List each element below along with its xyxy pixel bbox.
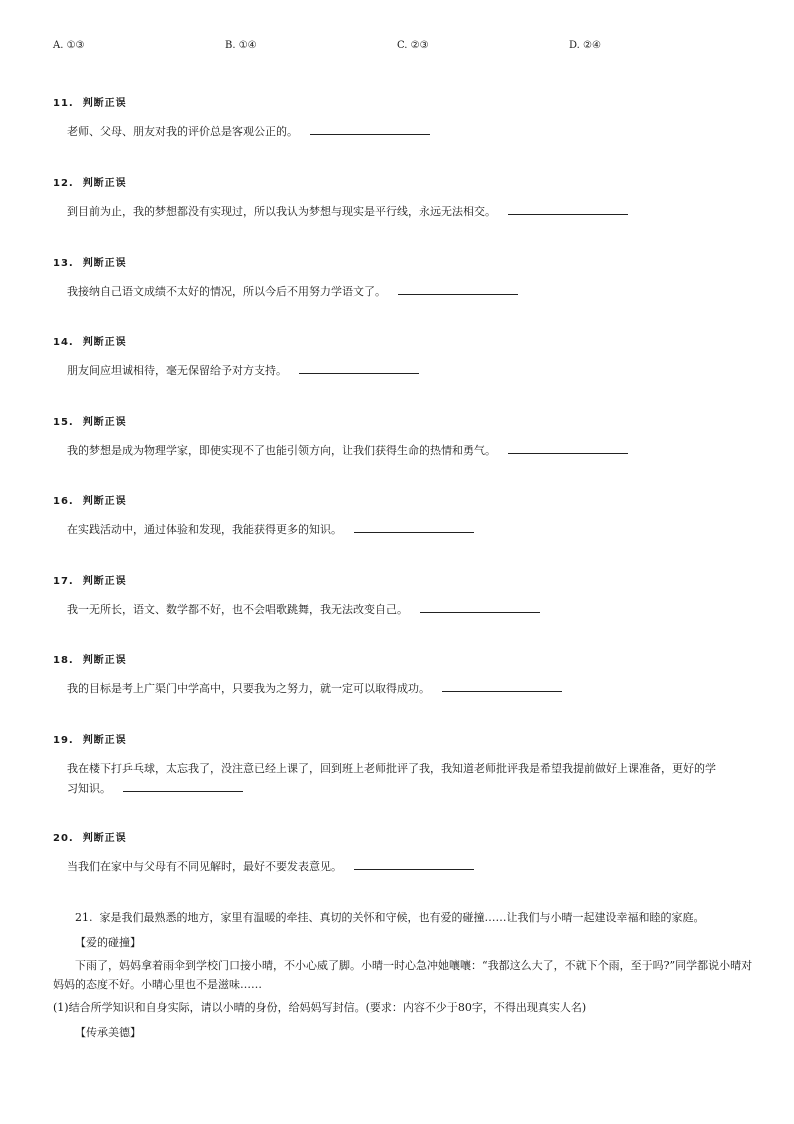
question-text (53, 122, 753, 142)
answer-blank[interactable] (420, 600, 540, 613)
answer-blank[interactable] (310, 122, 430, 135)
question-text (53, 520, 753, 540)
statement: 朋友间应坦诚相待，毫无保留给予对方支持。 (67, 364, 287, 377)
answer-blank[interactable] (398, 282, 518, 295)
question-text (53, 441, 753, 461)
option-a: A. ①③ (53, 40, 85, 51)
question-text (53, 759, 717, 799)
question-type: 判断正误 (82, 655, 127, 666)
sub-question-1: (1)结合所学知识和自身实际，请以小晴的身份，给妈妈写封信。(要求：内容不少于80字，不得出现真实人名) (53, 1001, 587, 1014)
question-18 (53, 653, 753, 699)
question-text (53, 202, 753, 222)
answer-blank[interactable] (299, 361, 419, 374)
question-number: 18. (53, 655, 74, 666)
question-20 (53, 831, 753, 877)
question-number: 19. (53, 735, 74, 746)
question-header (53, 574, 753, 590)
question-header (53, 176, 753, 192)
statement: 当我们在家中与父母有不同见解时，最好不要发表意见。 (67, 860, 342, 873)
section-title-love-collision: 【爱的碰撞】 (75, 936, 141, 949)
question-type: 判断正误 (82, 496, 127, 507)
question-header (53, 733, 753, 749)
question-14 (53, 335, 753, 381)
question-type: 判断正误 (82, 258, 127, 269)
question-header (53, 256, 753, 272)
question-type: 判断正误 (82, 178, 127, 189)
statement: 我在楼下打乒乓球，太忘我了，没注意已经上课了，回到班上老师批评了我，我知道老师批评我是希望我提前做好上课准备，更好的学习知识。 (67, 762, 716, 795)
question-type: 判断正误 (82, 98, 127, 109)
question-number: 12. (53, 178, 74, 189)
question-type: 判断正误 (82, 576, 127, 587)
answer-blank[interactable] (123, 779, 243, 792)
question-12 (53, 176, 753, 222)
question-header (53, 96, 753, 112)
option-d: D. ②④ (569, 40, 601, 51)
scenario-paragraph: 下雨了，妈妈拿着雨伞到学校门口接小晴，不小心威了脚。小晴一时心急冲她嚷嚷：“我都这么大了，不就下个雨，至于吗?”同学都说小晴对妈妈的态度不好。小晴心里也不是滋味…… (53, 959, 753, 991)
question-text (53, 361, 753, 381)
intro-text: 家是我们最熟悉的地方，家里有温暖的牵挂、真切的关怀和守候，也有爱的碰撞……让我们与小晴一起建设幸福和睦的家庭。 (99, 911, 705, 924)
answer-blank[interactable] (508, 441, 628, 454)
question-header (53, 335, 753, 351)
section-title-inherit-virtue: 【传承美德】 (75, 1026, 141, 1039)
question-15 (53, 415, 753, 461)
question-type: 判断正误 (82, 735, 127, 746)
answer-blank[interactable] (354, 857, 474, 870)
option-b: B. ①④ (225, 40, 257, 51)
question-type: 判断正误 (82, 833, 127, 844)
question-number: 16. (53, 496, 74, 507)
answer-blank[interactable] (442, 679, 562, 692)
question-type: 判断正误 (82, 337, 127, 348)
statement: 我的目标是考上广渠门中学高中，只要我为之努力，就一定可以取得成功。 (67, 682, 430, 695)
answer-options (53, 40, 753, 56)
answer-blank[interactable] (354, 520, 474, 533)
question-header (53, 653, 753, 669)
question-header (53, 494, 753, 510)
statement: 在实践活动中，通过体验和发现，我能获得更多的知识。 (67, 523, 342, 536)
question-number: 21. (75, 911, 93, 924)
question-text (53, 600, 753, 620)
question-19 (53, 733, 753, 799)
question-text (53, 282, 753, 302)
statement: 我的梦想是成为物理学家，即使实现不了也能引领方向，让我们获得生命的热情和勇气。 (67, 444, 496, 457)
question-header (53, 415, 753, 431)
question-text (53, 857, 753, 877)
answer-blank[interactable] (508, 202, 628, 215)
option-c: C. ②③ (397, 40, 429, 51)
question-number: 14. (53, 337, 74, 348)
statement: 我一无所长，语文、数学都不好，也不会唱歌跳舞，我无法改变自己。 (67, 603, 408, 616)
question-number: 20. (53, 833, 74, 844)
question-text (53, 679, 753, 699)
statement: 到目前为止，我的梦想都没有实现过，所以我认为梦想与现实是平行线，永远无法相交。 (67, 205, 496, 218)
question-type: 判断正误 (82, 417, 127, 428)
question-number: 15. (53, 417, 74, 428)
question-21-intro (53, 908, 753, 927)
question-11 (53, 96, 753, 142)
question-number: 17. (53, 576, 74, 587)
question-number: 11. (53, 98, 74, 109)
statement: 老师、父母、朋友对我的评价总是客观公正的。 (67, 125, 298, 138)
question-17 (53, 574, 753, 620)
question-number: 13. (53, 258, 74, 269)
question-21 (53, 908, 753, 1042)
statement: 我接纳自己语文成绩不太好的情况，所以今后不用努力学语文了。 (67, 285, 386, 298)
question-header (53, 831, 753, 847)
question-13 (53, 256, 753, 302)
question-16 (53, 494, 753, 540)
